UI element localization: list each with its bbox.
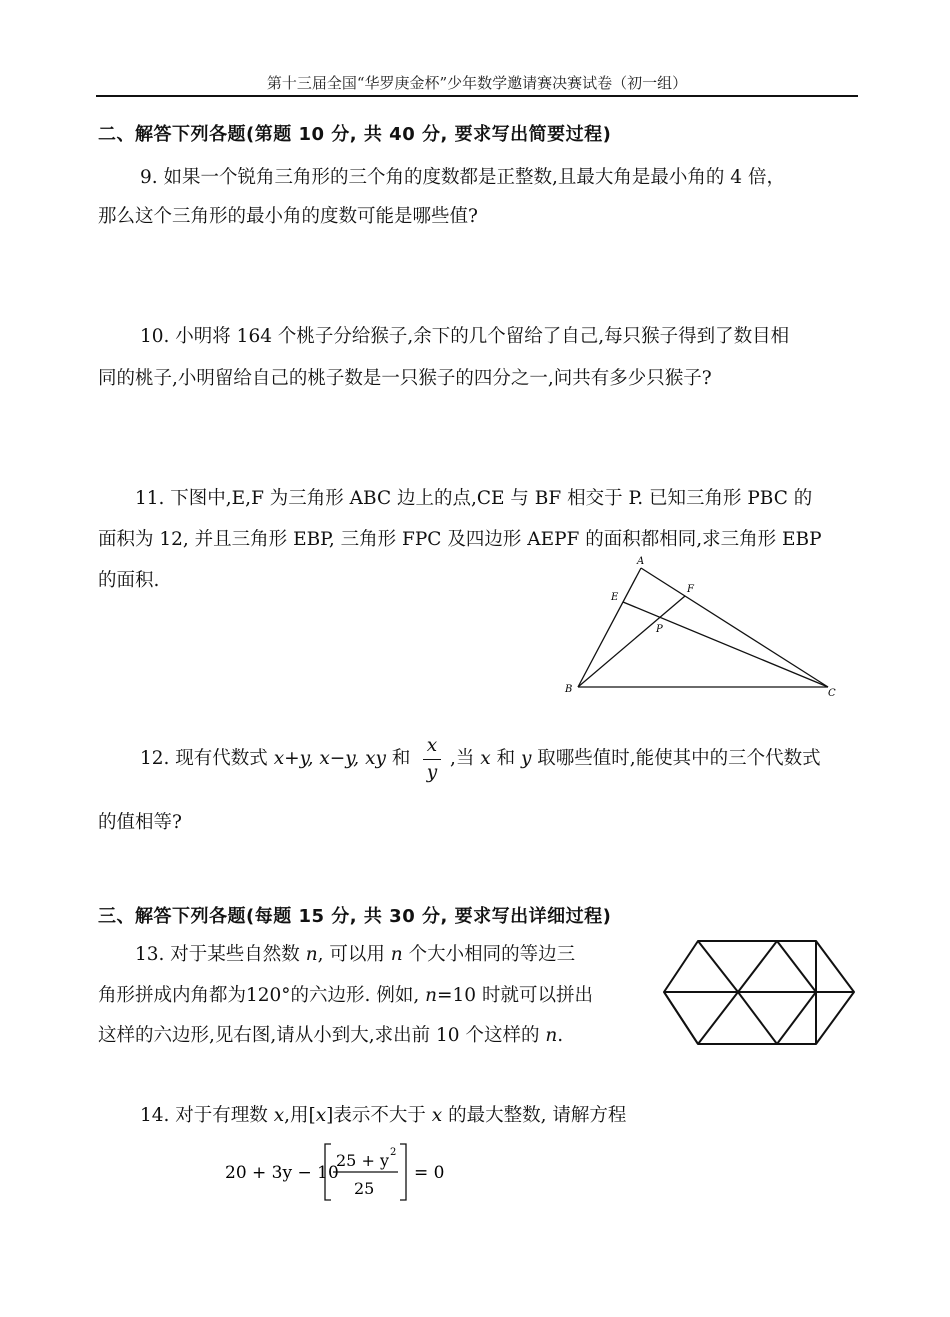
eq-right: = 0 <box>414 1163 445 1183</box>
q11-line-1: 11. 下图中,E,F 为三角形 ABC 边上的点,CE 与 BF 相交于 P. 已知三角形 PBC 的 <box>135 488 813 509</box>
side-ab <box>578 568 641 687</box>
label-a: A <box>637 556 645 567</box>
label-c: C <box>828 688 836 699</box>
label-p: P <box>656 624 663 635</box>
q10-line-1: 10. 小明将 164 个桃子分给猴子,余下的几个留给了自己,每只猴子得到了数目相 <box>140 326 790 347</box>
q12-line-1-rest: ,当 x 和 y 取哪些值时,能使其中的三个代数式 <box>450 748 821 769</box>
header-rule <box>96 95 858 97</box>
q9-line-1: 9. 如果一个锐角三角形的三个角的度数都是正整数,且最大角是最小角的 4 倍， <box>140 167 785 188</box>
side-ac <box>641 568 828 687</box>
equation <box>220 1140 460 1204</box>
q13-line-1: 13. 对于某些自然数 n, 可以用 n 个大小相同的等边三 <box>135 944 576 965</box>
eq-left: 20 + 3y − 10 <box>225 1163 339 1183</box>
q14-line-1: 14. 对于有理数 x,用[x]表示不大于 x 的最大整数, 请解方程 <box>140 1105 627 1126</box>
tri-edge-2 <box>738 941 777 992</box>
segment-bf <box>578 596 685 687</box>
triangle-figure <box>560 550 850 700</box>
q9-line-2: 那么这个三角形的最小角的度数可能是哪些值? <box>98 206 478 227</box>
tri-edge-1 <box>698 941 738 992</box>
section-3-title: 三、解答下列各题(每题 15 分, 共 30 分, 要求写出详细过程) <box>98 906 612 927</box>
q12-line-2: 的值相等? <box>98 812 182 833</box>
tri-edge-3 <box>777 941 816 992</box>
label-f: F <box>687 584 694 595</box>
q13-line-3: 这样的六边形,见右图,请从小到大,求出前 10 个这样的 n. <box>98 1025 564 1046</box>
q11-line-2: 面积为 12, 并且三角形 EBP, 三角形 FPC 及四边形 AEPF 的面积都相同,求三角形 EBP <box>98 529 822 550</box>
right-floor-bracket <box>400 1144 406 1200</box>
q12-expressions: x+y, x−y, xy <box>273 748 386 769</box>
q11-line-3: 的面积. <box>98 570 160 591</box>
segment-ce <box>623 602 828 687</box>
tri-edge-8 <box>777 992 816 1044</box>
eq-numerator: 25 + y <box>336 1151 389 1170</box>
fraction-x-over-y: x y <box>422 733 442 786</box>
q12-line-1: 12. 现有代数式 x+y, x−y, xy 和 <box>140 748 411 769</box>
eq-exponent: 2 <box>390 1147 397 1158</box>
section-2-title: 二、解答下列各题(第题 10 分, 共 40 分, 要求写出简要过程) <box>98 124 612 145</box>
label-e: E <box>611 592 619 603</box>
hexagon-figure <box>660 935 860 1050</box>
tri-edge-6 <box>698 992 738 1044</box>
tri-edge-5 <box>664 992 698 1044</box>
q10-line-2: 同的桃子,小明留给自己的桃子数是一只猴子的四分之一,问共有多少只猴子? <box>98 368 712 389</box>
tri-edge-7 <box>738 992 777 1044</box>
eq-denominator: 25 <box>354 1179 375 1198</box>
q13-line-2: 角形拼成内角都为120°的六边形. 例如, n=10 时就可以拼出 <box>98 985 593 1006</box>
label-b: B <box>565 684 573 695</box>
page-header: 第十三届全国“华罗庚金杯”少年数学邀请赛决赛试卷（初一组） <box>266 74 688 92</box>
